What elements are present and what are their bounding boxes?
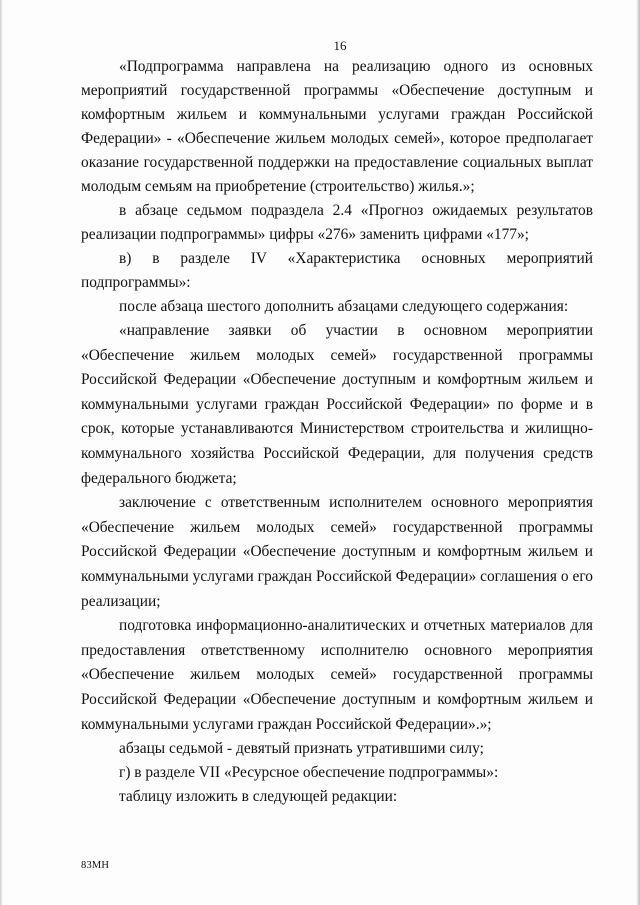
paragraph-subprogram-goal: «Подпрограмма направлена на реализацию одного из основных мероприятий государственной программы «Обеспечение доступным и комфортным жильем и коммунальными услугами граждан Российской Федерации» - «Обеспечение жильем молодых семей», которое предполагает оказание государственной поддержки на предоставление социальных выплат молодым семьям на приобретение (строительство) жилья.»; [81, 58, 593, 195]
page-number: 16 [333, 38, 347, 53]
footer-code: 83МН [81, 860, 110, 871]
paragraph-agreement: заключение с ответственным исполнителем основного мероприятия «Обеспечение жильем молодых семей» государственной программы Российской Федерации «Обеспечение доступным и комфортным жильем и коммунальными услугами граждан Российской Федерации» соглашения о его реализации; [81, 494, 593, 610]
paragraph-void-7-9: абзацы седьмой - девятый признать утратившими силу; [119, 740, 484, 758]
paragraph-section-vii: г) в разделе VII «Ресурсное обеспечение подпрограммы»: [119, 764, 499, 782]
paragraph-section-iv: в) в разделе IV «Характеристика основных мероприятий подпрограммы»: [81, 250, 593, 291]
paragraph-section-2-4: в абзаце седьмом подраздела 2.4 «Прогноз ожидаемых результатов реализации подпрограммы» цифры «276» заменить цифрами «177»; [81, 202, 593, 243]
paragraph-table-edit: таблицу изложить в следующей редакции: [119, 788, 398, 806]
document-body [81, 55, 593, 809]
paragraph-reporting: подготовка информационно-аналитических и отчетных материалов для предоставления ответственному исполнителю основного мероприятия «Обеспечение жильем молодых семей» государственной программы Российской Федерации «Обеспечение доступным и комфортным жильем и коммунальными услугами граждан Российской Федерации».»; [81, 617, 593, 733]
scan-edge-left [0, 0, 3, 905]
paragraph-application: «направление заявки об участии в основном мероприятии «Обеспечение жильем молодых семей» государственной программы Российской Федерации «Обеспечение доступным и комфортным жильем и коммунальными услугами граждан Российской Федерации» по форме и в срок, которые устанавливаются Министерством строительства и жилищно-коммунального хозяйства Российской Федерации, для получения средств федерального бюджета; [81, 322, 593, 487]
scan-edge-right [636, 0, 640, 905]
paragraph-add-after-sixth: после абзаца шестого дополнить абзацами следующего содержания: [119, 298, 569, 315]
